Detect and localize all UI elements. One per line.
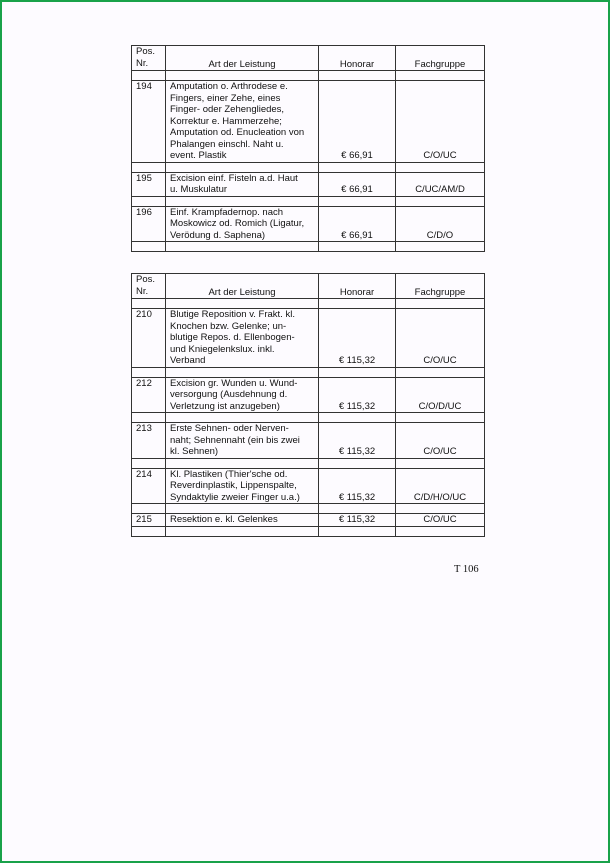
position-number-line: 210 (136, 309, 152, 320)
service-description-line: Reverdinplastik, Lippenspalte, (170, 480, 297, 491)
empty-cell (319, 71, 396, 81)
fee-amount (319, 309, 396, 368)
specialist-group-line: C/O/D/UC (418, 400, 462, 412)
service-description-line: versorgung (Ausdehnung d. (170, 389, 288, 400)
empty-cell (396, 162, 485, 172)
fee-amount-line: € 115,32 (338, 491, 376, 503)
spacer-row (132, 367, 485, 377)
header-pos-nr-line: Nr. (136, 285, 149, 297)
empty-cell (396, 71, 485, 81)
position-number-line: 214 (136, 468, 152, 480)
empty-cell (319, 526, 396, 536)
service-description-line: Amputation o. Arthrodese e. (170, 81, 288, 92)
fee-amount (319, 81, 396, 163)
service-description-line: und Kniegelenkslux. inkl. (170, 343, 275, 355)
empty-cell (166, 299, 319, 309)
empty-cell (132, 526, 166, 536)
empty-cell (132, 71, 166, 81)
header-description (166, 46, 319, 71)
empty-cell (166, 367, 319, 377)
service-description-line: Erste Sehnen- oder Nerven- (170, 423, 289, 434)
header-pos-nr (132, 274, 166, 299)
spacer-row (132, 162, 485, 172)
specialist-group (396, 514, 485, 527)
table-row (132, 468, 485, 504)
fee-amount-line: € 115,32 (338, 446, 376, 457)
service-description (166, 81, 319, 163)
spacer-row (132, 299, 485, 309)
empty-cell (166, 71, 319, 81)
service-description-line: Amputation od. Enucleation von (170, 127, 305, 138)
header-description-line: Art der Leistung (208, 58, 276, 70)
fee-amount (319, 468, 396, 504)
header-pos-nr-line: Nr. (136, 57, 149, 69)
service-description-line: Phalangen einschl. Naht u. (170, 138, 284, 150)
empty-cell (132, 162, 166, 172)
empty-cell (319, 162, 396, 172)
header-description (166, 274, 319, 299)
empty-cell (166, 504, 319, 514)
header-group-line: Fachgruppe (414, 286, 466, 298)
empty-cell (319, 458, 396, 468)
empty-cell (396, 504, 485, 514)
empty-cell (319, 299, 396, 309)
position-number (132, 468, 166, 504)
empty-cell (319, 367, 396, 377)
header-fee (319, 46, 396, 71)
service-description-line: Excision einf. Fisteln a.d. Haut (170, 172, 298, 184)
specialist-group (396, 81, 485, 163)
specialist-group-line: C/O/UC (423, 514, 457, 525)
spacer-row (132, 458, 485, 468)
empty-cell (396, 413, 485, 423)
table-row (132, 423, 485, 459)
position-number (132, 206, 166, 242)
position-number-line: 194 (136, 81, 152, 92)
specialist-group-line: C/O/UC (423, 446, 457, 457)
service-description-line: Einf. Krampfadernop. nach (170, 206, 284, 218)
fee-table-2 (131, 273, 485, 537)
position-number (132, 172, 166, 196)
header-row (132, 46, 485, 71)
empty-cell (396, 299, 485, 309)
header-fee-line: Honorar (339, 58, 375, 70)
service-description-line: Fingers, einer Zehe, eines (170, 92, 281, 104)
position-number-line: 195 (136, 172, 152, 184)
empty-cell (319, 242, 396, 252)
service-description (166, 468, 319, 504)
table-row (132, 377, 485, 413)
service-description (166, 206, 319, 242)
position-number-line: 213 (136, 423, 152, 434)
empty-cell (132, 242, 166, 252)
empty-cell (132, 413, 166, 423)
service-description-line: kl. Sehnen) (170, 446, 219, 457)
service-description-line: u. Muskulatur (170, 184, 228, 195)
table-row (132, 514, 485, 527)
spacer-row (132, 413, 485, 423)
service-description (166, 514, 319, 527)
empty-cell (319, 196, 396, 206)
specialist-group (396, 468, 485, 504)
header-fee-line: Honorar (339, 286, 375, 298)
empty-cell (166, 162, 319, 172)
specialist-group (396, 423, 485, 459)
position-number (132, 81, 166, 163)
fee-amount-line: € 66,91 (341, 150, 373, 161)
specialist-group-line: C/D/O (426, 229, 454, 241)
table-row (132, 309, 485, 368)
empty-cell (396, 367, 485, 377)
spacer-row (132, 526, 485, 536)
empty-cell (396, 196, 485, 206)
empty-cell (132, 458, 166, 468)
service-description (166, 377, 319, 413)
empty-cell (396, 242, 485, 252)
header-pos-nr-line: Pos. (136, 274, 156, 285)
position-number (132, 514, 166, 527)
service-description (166, 423, 319, 459)
specialist-group-line: C/UC/AM/D (415, 184, 465, 195)
fee-amount (319, 377, 396, 413)
fee-amount (319, 423, 396, 459)
fee-amount (319, 514, 396, 527)
specialist-group-line: C/O/UC (423, 355, 457, 366)
spacer-row (132, 504, 485, 514)
service-description (166, 172, 319, 196)
service-description-line: Knochen bzw. Gelenke; un- (170, 320, 287, 332)
service-description-line: Verletzung ist anzugeben) (170, 400, 280, 412)
header-group (396, 274, 485, 299)
specialist-group-line: C/O/UC (423, 150, 457, 161)
empty-cell (396, 526, 485, 536)
header-row (132, 274, 485, 299)
spacer-row (132, 196, 485, 206)
service-description-line: Resektion e. kl. Gelenkes (170, 514, 278, 525)
service-description-line: Syndaktylie zweier Finger u.a.) (170, 491, 300, 503)
empty-cell (396, 458, 485, 468)
service-description (166, 309, 319, 368)
table-row (132, 172, 485, 196)
service-description-line: Verband (170, 355, 206, 366)
fee-amount-line: € 66,91 (341, 184, 373, 195)
header-description-line: Art der Leistung (208, 286, 276, 298)
service-description-line: Kl. Plastiken (Thier'sche od. (170, 468, 288, 480)
empty-cell (166, 413, 319, 423)
spacer-row (132, 242, 485, 252)
service-description-line: Verödung d. Saphena) (170, 229, 266, 241)
fee-amount-line: € 115,32 (338, 355, 376, 366)
empty-cell (166, 458, 319, 468)
service-description-line: Moskowicz od. Romich (Ligatur, (170, 218, 305, 229)
service-description-line: blutige Repos. d. Ellenbogen- (170, 332, 295, 343)
service-description-line: event. Plastik (170, 150, 227, 161)
table-row (132, 206, 485, 242)
empty-cell (319, 413, 396, 423)
empty-cell (132, 299, 166, 309)
position-number (132, 309, 166, 368)
header-group (396, 46, 485, 71)
specialist-group (396, 309, 485, 368)
specialist-group (396, 377, 485, 413)
specialist-group-line: C/D/H/O/UC (413, 491, 467, 503)
service-description-line: Finger- oder Zehengliedes, (170, 104, 285, 115)
empty-cell (166, 196, 319, 206)
service-description-line: Excision gr. Wunden u. Wund- (170, 377, 298, 389)
position-number-line: 215 (136, 514, 152, 525)
spacer-row (132, 71, 485, 81)
service-description-line: Korrektur e. Hammerzehe; (170, 115, 282, 127)
position-number-line: 212 (136, 377, 152, 389)
specialist-group (396, 172, 485, 196)
header-group-line: Fachgruppe (414, 58, 466, 70)
fee-amount-line: € 66,91 (341, 229, 373, 241)
fee-amount (319, 172, 396, 196)
page-number: T 106 (454, 564, 479, 575)
empty-cell (166, 242, 319, 252)
position-number-line: 196 (136, 206, 152, 218)
header-fee (319, 274, 396, 299)
service-description-line: Blutige Reposition v. Frakt. kl. (170, 309, 295, 320)
table-row (132, 81, 485, 163)
empty-cell (132, 504, 166, 514)
header-pos-nr-line: Pos. (136, 46, 156, 57)
empty-cell (132, 196, 166, 206)
position-number (132, 377, 166, 413)
empty-cell (166, 526, 319, 536)
header-pos-nr (132, 46, 166, 71)
fee-amount (319, 206, 396, 242)
empty-cell (319, 504, 396, 514)
position-number (132, 423, 166, 459)
specialist-group (396, 206, 485, 242)
empty-cell (132, 367, 166, 377)
fee-amount-line: € 115,32 (338, 400, 376, 412)
service-description-line: naht; Sehnennaht (ein bis zwei (170, 434, 300, 446)
fee-amount-line: € 115,32 (338, 514, 376, 525)
fee-table-1 (131, 45, 485, 252)
